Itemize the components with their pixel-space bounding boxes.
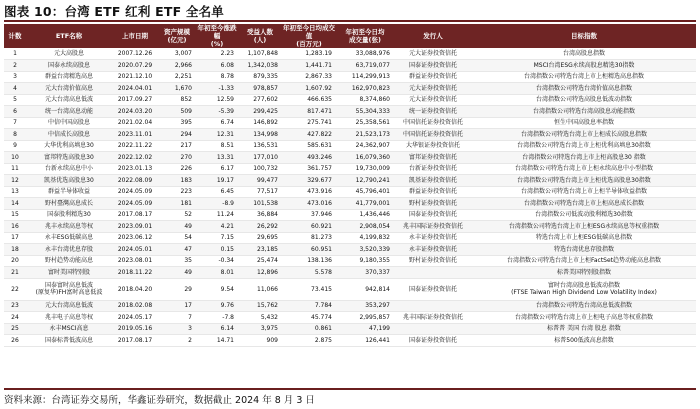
row-count: 24 <box>4 312 26 324</box>
target-index: 台湾指数公司特选台湾上市上柜永续高息中小型指数 <box>472 163 696 175</box>
ytd-avg-volume: 4,199,832 <box>336 232 394 244</box>
issuer: 群益证券投资信托 <box>394 71 472 83</box>
ytd-change: 0.15 <box>196 244 238 256</box>
etf-name: 兆丰电子高息等权 <box>26 312 112 324</box>
table-row <box>4 60 696 72</box>
asset-size-header: 资产规模 (亿元) <box>158 24 196 48</box>
asset-size: 294 <box>158 129 196 141</box>
asset-size: 226 <box>158 163 196 175</box>
table-body <box>4 48 696 346</box>
issuer: 国泰证券投资信托 <box>394 278 472 300</box>
ytd-avg-volume: 24,362,907 <box>336 140 394 152</box>
ytd-change: -8.9 <box>196 198 238 210</box>
row-count: 13 <box>4 186 26 198</box>
target-index: 特选台湾优息存股指数 <box>472 244 696 256</box>
target-index: 富时台湾高股息低波动指数 (FTSE Taiwan High Dividend Low Volatility Index) <box>472 278 696 300</box>
listing-date: 2024.03.20 <box>112 106 158 118</box>
listing-date: 2024.05.01 <box>112 244 158 256</box>
target-index: 标普500低波高息指数 <box>472 335 696 347</box>
ytd-avg-value: 37.946 <box>282 209 336 221</box>
etf-name: 永丰MSCI高息 <box>26 323 112 335</box>
ytd-avg-volume: 33,088,976 <box>336 48 394 60</box>
target-index: 台湾指数公司特选台湾上市上柜高息成长指数 <box>472 198 696 210</box>
table-row <box>4 83 696 95</box>
issuer: 国泰证券投资信托 <box>394 209 472 221</box>
ytd-avg-volume: 114,299,913 <box>336 71 394 83</box>
ytd-avg-value: 60.951 <box>282 244 336 256</box>
table-row <box>4 106 696 118</box>
listing-date: 2018.02.08 <box>112 300 158 312</box>
target-index: 台湾指数公司低波动股利精选30指数 <box>472 209 696 221</box>
ytd-avg-value: 1,283.19 <box>282 48 336 60</box>
header-row <box>4 24 696 48</box>
etf-name: 群益半导体收益 <box>26 186 112 198</box>
target-index: 台湾指数公司特选台湾高息低波指数 <box>472 300 696 312</box>
target-index: 台湾指数公司特选台湾上市上柜ESG永续高息等权重指数 <box>472 221 696 233</box>
listing-date: 2023.08.01 <box>112 255 158 267</box>
beneficiaries: 277,602 <box>238 94 282 106</box>
ytd-avg-volume: 63,719,077 <box>336 60 394 72</box>
table-row <box>4 117 696 129</box>
asset-size: 49 <box>158 267 196 279</box>
row-count: 11 <box>4 163 26 175</box>
row-count: 15 <box>4 209 26 221</box>
ytd-change: 19.17 <box>196 175 238 187</box>
etf-table <box>4 24 696 347</box>
figure-title-bar <box>4 2 696 22</box>
asset-size: 7 <box>158 312 196 324</box>
beneficiaries: 23,185 <box>238 244 282 256</box>
target-index: 台湾指数公司特选台湾高股息动能指数 <box>472 106 696 118</box>
issuer <box>394 267 472 279</box>
table-row <box>4 312 696 324</box>
target-index: 台湾指数公司特选台湾上市上柜高股息30 指数 <box>472 152 696 164</box>
ytd-avg-volume: 12,790,241 <box>336 175 394 187</box>
issuer-header: 发行人 <box>394 24 472 48</box>
etf-name: 统一台湾高息动能 <box>26 106 112 118</box>
asset-size: 223 <box>158 186 196 198</box>
row-count: 14 <box>4 198 26 210</box>
ytd-avg-value: 585.631 <box>282 140 336 152</box>
table-row <box>4 300 696 312</box>
row-count: 4 <box>4 83 26 95</box>
listing-date: 2023.11.01 <box>112 129 158 141</box>
issuer: 中国信托证券投资信托 <box>394 117 472 129</box>
issuer <box>394 323 472 335</box>
ytd-avg-value: 329.677 <box>282 175 336 187</box>
target-index: 台湾指数公司特选台湾上市上柜精选高息指数 <box>472 71 696 83</box>
issuer: 永丰证券投资信托 <box>394 244 472 256</box>
issuer <box>394 300 472 312</box>
ytd-change: -0.34 <box>196 255 238 267</box>
etf-name: 元大台湾高息低波 <box>26 94 112 106</box>
target-index: 台湾高股息指数 <box>472 48 696 60</box>
table-row <box>4 323 696 335</box>
ytd-avg-volume: 162,970,823 <box>336 83 394 95</box>
asset-size: 54 <box>158 232 196 244</box>
beneficiaries: 978,857 <box>238 83 282 95</box>
beneficiaries: 1,107,848 <box>238 48 282 60</box>
ytd-avg-value-header: 年初至今日均成交值 (百万元) <box>283 24 335 48</box>
issuer: 元大证券投资信托 <box>394 94 472 106</box>
listing-date: 2022.12.02 <box>112 152 158 164</box>
table-row <box>4 48 696 60</box>
listing-date: 2021.02.04 <box>112 117 158 129</box>
target-index: 台湾指数公司特选台湾上市上柜电子高息等权重指数 <box>472 312 696 324</box>
ytd-avg-value: 2.875 <box>282 335 336 347</box>
etf-name: 元大台湾价值高息 <box>26 83 112 95</box>
etf-name: 元大高股息 <box>26 48 112 60</box>
ytd-change: 9.54 <box>196 278 238 300</box>
asset-size: 49 <box>158 221 196 233</box>
etf-name: 国泰永续高股息 <box>26 60 112 72</box>
issuer: 大华银证券投资信托 <box>394 140 472 152</box>
beneficiaries: 12,896 <box>238 267 282 279</box>
ytd-avg-value: 60.921 <box>282 221 336 233</box>
listing-date: 2017.08.17 <box>112 209 158 221</box>
listing-date: 2024.05.09 <box>112 198 158 210</box>
row-count: 9 <box>4 140 26 152</box>
beneficiaries: 77,517 <box>238 186 282 198</box>
etf-table-container <box>4 24 696 387</box>
row-count: 7 <box>4 117 26 129</box>
beneficiaries: 136,531 <box>238 140 282 152</box>
listing-date: 2017.09.27 <box>112 94 158 106</box>
beneficiaries: 25,474 <box>238 255 282 267</box>
row-count: 12 <box>4 175 26 187</box>
beneficiaries: 909 <box>238 335 282 347</box>
issuer: 永丰证券投资信托 <box>394 232 472 244</box>
issuer: 统一证券投资信托 <box>394 106 472 118</box>
asset-size: 52 <box>158 209 196 221</box>
listing-date: 2021.12.10 <box>112 71 158 83</box>
ytd-avg-value: 361.757 <box>282 163 336 175</box>
etf-name: 兆丰永续高息等权 <box>26 221 112 233</box>
table-row <box>4 221 696 233</box>
etf-name: 大华优利高填息30 <box>26 140 112 152</box>
target-index: 台湾指数公司特选台湾价值高息指数 <box>472 83 696 95</box>
ytd-change: 8.78 <box>196 71 238 83</box>
etf-name: 台新永续高息中小 <box>26 163 112 175</box>
target-index: 台湾指数公司特选台湾上市上柜FactSet趋势动能高息指数 <box>472 255 696 267</box>
issuer: 野村证券投资信托 <box>394 198 472 210</box>
ytd-change: -5.39 <box>196 106 238 118</box>
listing-date: 2023.06.12 <box>112 232 158 244</box>
table-row <box>4 71 696 83</box>
asset-size: 2,251 <box>158 71 196 83</box>
listing-date-header: 上市日期 <box>112 24 158 48</box>
listing-date: 2024.05.09 <box>112 186 158 198</box>
source-note: 资料来源：台湾证券交易所，华鑫证券研究，数据截止 2024 年 8 月 3 日 <box>4 395 315 406</box>
ytd-change: 12.59 <box>196 94 238 106</box>
table-row <box>4 163 696 175</box>
asset-size: 29 <box>158 278 196 300</box>
ytd-change: 6.08 <box>196 60 238 72</box>
ytd-avg-value: 466.635 <box>282 94 336 106</box>
etf-name: 国泰股利精选30 <box>26 209 112 221</box>
ytd-avg-value: 473.016 <box>282 198 336 210</box>
asset-size: 3 <box>158 323 196 335</box>
listing-date: 2023.09.01 <box>112 221 158 233</box>
ytd-avg-value: 45.774 <box>282 312 336 324</box>
table-row <box>4 255 696 267</box>
asset-size: 183 <box>158 175 196 187</box>
asset-size: 47 <box>158 244 196 256</box>
beneficiaries: 29,695 <box>238 232 282 244</box>
listing-date: 2023.01.13 <box>112 163 158 175</box>
listing-date: 2024.05.17 <box>112 312 158 324</box>
ytd-avg-volume: 370,337 <box>336 267 394 279</box>
issuer: 兆丰国际证券投资信托 <box>394 312 472 324</box>
beneficiaries: 146,892 <box>238 117 282 129</box>
ytd-change: 14.71 <box>196 335 238 347</box>
ytd-avg-volume: 353,297 <box>336 300 394 312</box>
ytd-change: 11.24 <box>196 209 238 221</box>
row-count: 5 <box>4 94 26 106</box>
ytd-change: 8.01 <box>196 267 238 279</box>
asset-size: 2,966 <box>158 60 196 72</box>
listing-date: 2017.08.17 <box>112 335 158 347</box>
row-count: 26 <box>4 335 26 347</box>
ytd-avg-volume: 25,358,561 <box>336 117 394 129</box>
ytd-avg-value: 7.784 <box>282 300 336 312</box>
ytd-avg-volume: 1,436,446 <box>336 209 394 221</box>
ytd-avg-volume: 942,814 <box>336 278 394 300</box>
ytd-avg-value: 817.471 <box>282 106 336 118</box>
ytd-avg-volume: 2,995,857 <box>336 312 394 324</box>
ytd-avg-volume: 45,796,401 <box>336 186 394 198</box>
target-index: 台湾指数公司特选台湾上市上柜优选高股息30指数 <box>472 175 696 187</box>
listing-date: 2018.04.20 <box>112 278 158 300</box>
table-row <box>4 244 696 256</box>
etf-name-header: ETF名称 <box>26 24 112 48</box>
beneficiaries: 15,762 <box>238 300 282 312</box>
row-count: 1 <box>4 48 26 60</box>
etf-name: 中信中国高股息 <box>26 117 112 129</box>
etf-name: 中信成长高股息 <box>26 129 112 141</box>
ytd-avg-value: 73.415 <box>282 278 336 300</box>
target-index: 台湾指数公司特选台湾上市上柜优利高填息30指数 <box>472 140 696 152</box>
ytd-change: 6.45 <box>196 186 238 198</box>
ytd-change: 13.31 <box>196 152 238 164</box>
etf-name: 富时美国特别股 <box>26 267 112 279</box>
beneficiaries: 299,425 <box>238 106 282 118</box>
asset-size: 395 <box>158 117 196 129</box>
table-row <box>4 267 696 279</box>
target-index: 台湾指数公司特选台湾上市上柜成长高股息指数 <box>472 129 696 141</box>
beneficiaries: 99,477 <box>238 175 282 187</box>
asset-size: 17 <box>158 300 196 312</box>
listing-date: 2022.08.09 <box>112 175 158 187</box>
target-index: 台湾指数公司特选台湾上市上柜半导体收益指数 <box>472 186 696 198</box>
issuer: 富邦证券投资信托 <box>394 152 472 164</box>
row-count: 8 <box>4 129 26 141</box>
ytd-change: 4.21 <box>196 221 238 233</box>
ytd-avg-volume: 9,180,355 <box>336 255 394 267</box>
row-count: 3 <box>4 71 26 83</box>
target-index: 标普美国特别股指数 <box>472 267 696 279</box>
etf-name: 元大台湾高息低波 <box>26 300 112 312</box>
table-row <box>4 94 696 106</box>
target-index: 标普普 美国 台湾 股息 指数 <box>472 323 696 335</box>
issuer: 国泰证券投资信托 <box>394 60 472 72</box>
ytd-change: 7.15 <box>196 232 238 244</box>
target-index: 台湾指数公司特选高股息低波动指数 <box>472 94 696 106</box>
ytd-avg-value: 5.578 <box>282 267 336 279</box>
ytd-avg-value: 2,867.33 <box>282 71 336 83</box>
ytd-avg-value: 473.916 <box>282 186 336 198</box>
ytd-avg-volume: 55,304,333 <box>336 106 394 118</box>
row-count: 22 <box>4 278 26 300</box>
ytd-avg-volume: 21,523,173 <box>336 129 394 141</box>
ytd-avg-volume: 3,520,339 <box>336 244 394 256</box>
beneficiaries: 177,010 <box>238 152 282 164</box>
table-row <box>4 278 696 300</box>
row-count: 6 <box>4 106 26 118</box>
ytd-avg-value: 1,441.71 <box>282 60 336 72</box>
table-row <box>4 140 696 152</box>
etf-name: 野村臺灣高息成长 <box>26 198 112 210</box>
row-count: 20 <box>4 255 26 267</box>
listing-date: 2020.07.29 <box>112 60 158 72</box>
asset-size: 3,007 <box>158 48 196 60</box>
asset-size: 217 <box>158 140 196 152</box>
target-index: 特选台湾上市上柜ESG低碳高息指数 <box>472 232 696 244</box>
ytd-change: -7.8 <box>196 312 238 324</box>
beneficiaries: 36,884 <box>238 209 282 221</box>
beneficiaries: 134,998 <box>238 129 282 141</box>
issuer: 国泰证券投资信托 <box>394 335 472 347</box>
asset-size: 852 <box>158 94 196 106</box>
ytd-avg-value: 1,607.92 <box>282 83 336 95</box>
table-row <box>4 152 696 164</box>
ytd-avg-value: 275.741 <box>282 117 336 129</box>
table-row <box>4 198 696 210</box>
ytd-change: 2.23 <box>196 48 238 60</box>
target-index: 恒生中国高股息率指数 <box>472 117 696 129</box>
ytd-avg-volume: 8,374,860 <box>336 94 394 106</box>
target-index-header: 目标指数 <box>472 24 696 48</box>
etf-name: 野村趋势动能高息 <box>26 255 112 267</box>
ytd-change: 6.14 <box>196 323 238 335</box>
listing-date: 2019.05.16 <box>112 323 158 335</box>
issuer: 中国信托证券投资信托 <box>394 129 472 141</box>
beneficiaries: 11,066 <box>238 278 282 300</box>
issuer: 凯基证券投资信托 <box>394 175 472 187</box>
ytd-avg-value: 427.822 <box>282 129 336 141</box>
ytd-change: -1.33 <box>196 83 238 95</box>
ytd-avg-value: 0.861 <box>282 323 336 335</box>
asset-size: 270 <box>158 152 196 164</box>
table-row <box>4 209 696 221</box>
row-count: 2 <box>4 60 26 72</box>
table-row <box>4 129 696 141</box>
table-row <box>4 186 696 198</box>
etf-name: 国泰标普低波高息 <box>26 335 112 347</box>
table-row <box>4 232 696 244</box>
ytd-avg-volume-header: 年初至今日均 成交量(张) <box>336 24 394 48</box>
listing-date: 2007.12.26 <box>112 48 158 60</box>
ytd-change: 8.51 <box>196 140 238 152</box>
etf-name: 凯基优选高股息30 <box>26 175 112 187</box>
issuer: 台新证券投资信托 <box>394 163 472 175</box>
ytd-avg-value: 493.246 <box>282 152 336 164</box>
row-count: 23 <box>4 300 26 312</box>
ytd-change-header: 年初至今涨跌幅 (%) <box>197 24 237 48</box>
ytd-avg-volume: 41,779,001 <box>336 198 394 210</box>
etf-name: 群益台湾精选高息 <box>26 71 112 83</box>
row-count: 16 <box>4 221 26 233</box>
figure-title: 图表 10：台湾 ETF 红利 ETF 全名单 <box>4 4 224 19</box>
issuer: 元大证券投资信托 <box>394 83 472 95</box>
beneficiaries: 879,335 <box>238 71 282 83</box>
ytd-change: 6.74 <box>196 117 238 129</box>
table-row <box>4 335 696 347</box>
beneficiaries: 100,732 <box>238 163 282 175</box>
ytd-avg-volume: 16,079,360 <box>336 152 394 164</box>
ytd-avg-volume: 47,199 <box>336 323 394 335</box>
issuer: 群益证券投资信托 <box>394 186 472 198</box>
etf-name: 永丰台湾优息存股 <box>26 244 112 256</box>
ytd-avg-volume: 2,908,054 <box>336 221 394 233</box>
ytd-change: 12.31 <box>196 129 238 141</box>
asset-size: 1,670 <box>158 83 196 95</box>
etf-name: 国泰富时高息低波 (原复华)FH富时高息低波 <box>26 278 112 300</box>
row-count: 10 <box>4 152 26 164</box>
beneficiaries: 26,292 <box>238 221 282 233</box>
row-count: 17 <box>4 232 26 244</box>
ytd-change: 9.76 <box>196 300 238 312</box>
ytd-avg-value: 138.136 <box>282 255 336 267</box>
table-header <box>4 24 696 48</box>
row-count: 21 <box>4 267 26 279</box>
issuer: 兆丰国际证券投资信托 <box>394 221 472 233</box>
issuer: 元大证券投资信托 <box>394 48 472 60</box>
row-count: 25 <box>4 323 26 335</box>
asset-size: 181 <box>158 198 196 210</box>
beneficiaries: 3,975 <box>238 323 282 335</box>
ytd-avg-volume: 126,441 <box>336 335 394 347</box>
table-row <box>4 175 696 187</box>
etf-name: 永丰ESG低碳高息 <box>26 232 112 244</box>
listing-date: 2018.11.22 <box>112 267 158 279</box>
row-count: 18 <box>4 244 26 256</box>
asset-size: 509 <box>158 106 196 118</box>
beneficiaries: 101,538 <box>238 198 282 210</box>
count-header: 计数 <box>4 24 26 48</box>
beneficiaries: 5,432 <box>238 312 282 324</box>
listing-date: 2024.04.01 <box>112 83 158 95</box>
etf-name: 富邦特选高股息30 <box>26 152 112 164</box>
ytd-avg-value: 81.273 <box>282 232 336 244</box>
beneficiaries: 1,342,038 <box>238 60 282 72</box>
asset-size: 35 <box>158 255 196 267</box>
target-index: MSCI台湾ESG永续高股息精选30指数 <box>472 60 696 72</box>
listing-date: 2022.11.22 <box>112 140 158 152</box>
source-footer <box>4 388 696 408</box>
asset-size: 2 <box>158 335 196 347</box>
beneficiaries-header: 受益人数 (人) <box>238 24 282 48</box>
ytd-change: 6.17 <box>196 163 238 175</box>
ytd-avg-volume: 19,730,009 <box>336 163 394 175</box>
issuer: 野村证券投资信托 <box>394 255 472 267</box>
